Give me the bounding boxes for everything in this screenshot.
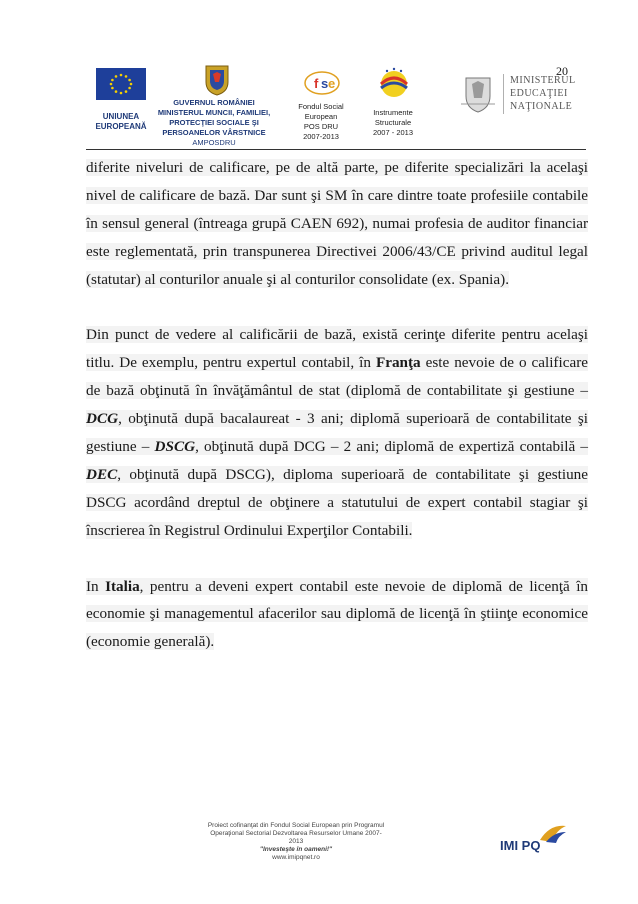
eu-label: UNIUNEA EUROPEANĂ xyxy=(95,112,147,131)
p3-text-b: , pentru a deveni expert contabil este nevoie de diplomă de licenţă în economie şi managementul afacerilor sau diplomă de licenţă în ştiinţe economice (economie generală). xyxy=(86,577,589,651)
document-body xyxy=(86,154,588,684)
impq-logo-text: IMI PQ xyxy=(500,838,541,853)
fse-label-block xyxy=(286,102,356,142)
fse-logo xyxy=(302,68,342,98)
instrumente-structurale-block xyxy=(362,108,424,138)
ministry-crest-logo xyxy=(458,74,498,114)
ministry-divider xyxy=(503,74,504,114)
p2-text-b: este nevoie de o calificare de bază obţinută în învăţământul de stat (diplomă de contabilitate şi gestiune – xyxy=(86,354,588,400)
instrumente-structurale-label: Instrumente Structurale xyxy=(373,108,413,127)
paragraph-2 xyxy=(86,321,588,544)
p3-text-a: In xyxy=(86,577,106,595)
amposdru-label: AMPOSDRU xyxy=(192,138,236,147)
footer-line-2: Operaţional Sectorial Dezvoltarea Resurselor Umane 2007-2013 xyxy=(210,830,382,845)
romania-coat-of-arms-logo xyxy=(202,64,232,96)
acronym-dcg: DCG xyxy=(86,410,119,428)
svg-text:s: s xyxy=(321,76,329,91)
p2-text-d: , obţinută după DCG – 2 ani; diplomă de expertiză contabilă – xyxy=(195,438,588,456)
footer-slogan: "Investeşte în oameni!" xyxy=(259,846,333,853)
government-header xyxy=(152,98,276,148)
ministry-label: MINISTERUL EDUCAŢIEI NAŢIONALE xyxy=(510,75,576,112)
p2-text-a: Din punct de vedere al calificării de bază, există cerinţe diferite pentru acelaşi titlu. De exemplu, pentru expertul contabil, în xyxy=(86,326,588,372)
page-number: 20 xyxy=(556,64,568,78)
svg-text:f: f xyxy=(314,76,319,91)
header-divider xyxy=(86,149,586,150)
instrumente-structurale-years: 2007 - 2013 xyxy=(372,128,414,137)
government-title: GUVERNUL ROMÂNIEI MINISTERUL MUNCII, FAMILIEI, PROTECŢIEI SOCIALE ŞI PERSOANELOR VÂRSTNICE xyxy=(157,98,271,137)
p2-text-c: , obţinută după bacalaureat - 3 ani; diplomă superioară de contabilitate şi gestiune – xyxy=(86,410,588,456)
country-franta: Franţa xyxy=(375,354,421,372)
svg-text:e: e xyxy=(328,76,336,91)
country-italia: Italia xyxy=(105,577,140,595)
impq-logo xyxy=(538,822,568,844)
p2-text-e: , obţinută după DSCG), diploma superioară de contabilitate şi gestiune DSCG acordând dreptul de obţinere a statutului de expert contabil stagiar şi înscrierea în Registrul Ordinului Experţilor Contabili. xyxy=(86,465,588,539)
paragraph-3 xyxy=(86,573,588,657)
acronym-dscg: DSCG xyxy=(154,438,196,456)
acronym-dec: DEC xyxy=(86,465,118,483)
fse-years: 2007-2013 xyxy=(303,132,339,141)
instrumente-structurale-logo xyxy=(374,66,414,102)
footer-block xyxy=(206,822,386,862)
eu-flag-logo xyxy=(96,68,146,100)
footer-url: www.imipqnet.ro xyxy=(272,854,320,861)
footer-line-1: Proiect cofinanţat din Fondul Social European prin Programul xyxy=(207,822,385,829)
paragraph-1-text: diferite niveluri de calificare, pe de altă parte, pe diferite specializări la acelaşi nivel de calificare de bază. Dar sunt şi SM în care dintre toate profesiile contabile în sensul general (întreaga grupă CAEN 692), numai profesia de auditor financiar este reglementată, prin transpunerea Directivei 2006/43/CE privind auditul legal (statutar) al conturilor anuale şi al conturilor consolidate (ex. Spania). xyxy=(86,159,588,288)
fse-label: Fondul Social European xyxy=(298,102,344,121)
paragraph-1 xyxy=(86,154,588,294)
fse-program: POS DRU xyxy=(303,122,339,131)
